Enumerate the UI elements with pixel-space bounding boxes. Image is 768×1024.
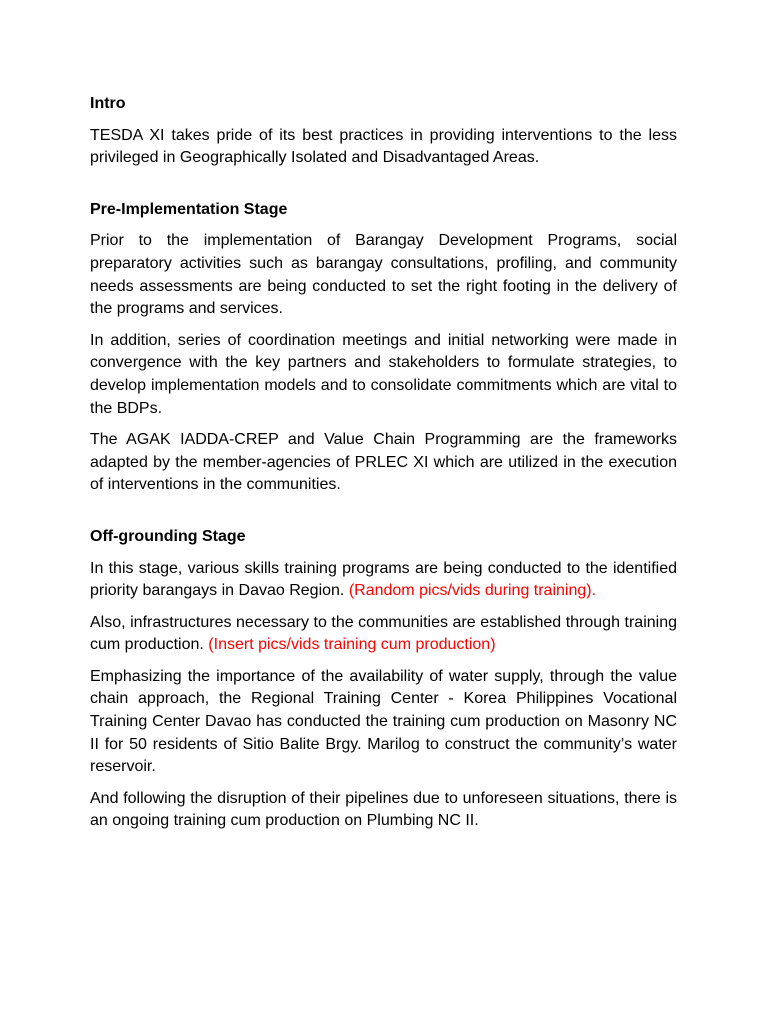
- intro-heading: Intro: [90, 95, 126, 112]
- paragraph-text: In this stage, various skills training programs are being conducted to the identified priority barangays in Davao Region.: [90, 559, 677, 600]
- off-grounding-heading: Off-grounding Stage: [90, 527, 246, 545]
- pre-implementation-paragraph-2: In addition, series of coordination meetings and initial networking were made in convergence with the key partners and stakeholders to formulate strategies, to develop implementation models and to consolidate commitments which are vital to the BDPs.: [90, 331, 677, 417]
- off-grounding-paragraph-3: Emphasizing the importance of the availability of water supply, through the value chain approach, the Regional Training Center - Korea Philippines Vocational Training Center Davao has conducted the training cum production on Masonry NC II for 50 residents of Sitio Balite Brgy. Marilog to construct the community’s water reservoir.: [90, 667, 677, 776]
- section-spacer: [90, 179, 677, 199]
- off-grounding-paragraph-1: [90, 558, 677, 603]
- paragraph-text: Also, infrastructures necessary to the communities are established through training cum production.: [90, 613, 677, 654]
- pre-implementation-paragraph-3: The AGAK IADDA-CREP and Value Chain Programming are the frameworks adapted by the member-agencies of PRLEC XI which are utilized in the execution of interventions in the communities.: [90, 431, 677, 494]
- media-note: (Insert pics/vids training cum production): [208, 636, 496, 654]
- document-page: [90, 93, 677, 842]
- pre-implementation-heading: Pre-Implementation Stage: [90, 200, 288, 218]
- section-spacer: [90, 506, 677, 526]
- off-grounding-paragraph-4: And following the disruption of their pipelines due to unforeseen situations, there is an ongoing training cum production on Plumbing NC II.: [90, 789, 677, 830]
- pre-implementation-paragraph-1: Prior to the implementation of Barangay Development Programs, social preparatory activities such as barangay consultations, profiling, and community needs assessments are being conducted to set the right footing in the delivery of the programs and services.: [90, 232, 677, 318]
- intro-paragraph: TESDA XI takes pride of its best practices in providing interventions to the less privileged in Geographically Isolated and Disadvantaged Areas.: [90, 126, 677, 167]
- media-note: (Random pics/vids during training).: [348, 582, 597, 600]
- off-grounding-paragraph-2: [90, 612, 677, 657]
